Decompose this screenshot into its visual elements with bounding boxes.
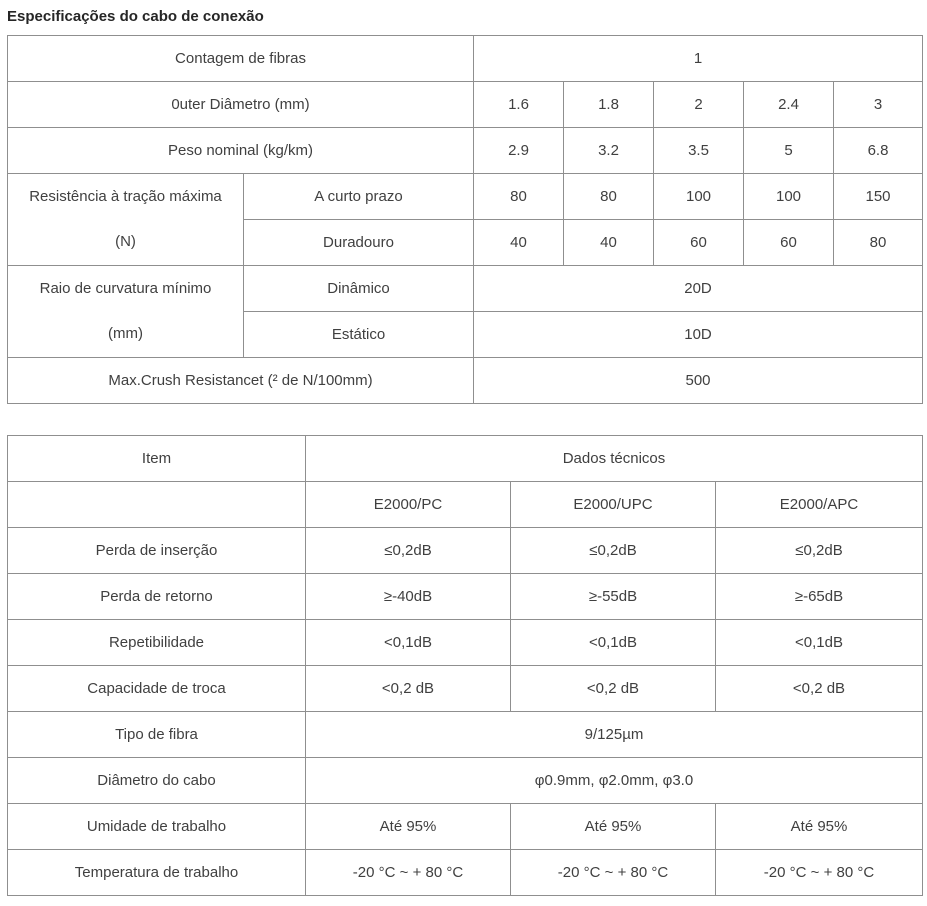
long-term-value: 40 bbox=[474, 220, 564, 266]
table-row bbox=[8, 482, 923, 528]
connector-type-header: E2000/APC bbox=[716, 482, 923, 528]
outer-diameter-label: 0uter Diâmetro (mm) bbox=[8, 82, 474, 128]
table-row bbox=[8, 358, 923, 404]
connector-type-header: E2000/UPC bbox=[511, 482, 716, 528]
min-bend-radius-label bbox=[8, 266, 244, 358]
return-loss-label: Perda de retorno bbox=[8, 574, 306, 620]
outer-diameter-value: 1.6 bbox=[474, 82, 564, 128]
table-row bbox=[8, 850, 923, 896]
table-row bbox=[8, 174, 923, 220]
insertion-loss-value: ≤0,2dB bbox=[306, 528, 511, 574]
long-term-value: 40 bbox=[564, 220, 654, 266]
working-humidity-label: Umidade de trabalho bbox=[8, 804, 306, 850]
repeatability-value: <0,1dB bbox=[716, 620, 923, 666]
nominal-weight-value: 2.9 bbox=[474, 128, 564, 174]
table-row bbox=[8, 620, 923, 666]
outer-diameter-value: 3 bbox=[834, 82, 923, 128]
table-row bbox=[8, 574, 923, 620]
page-container bbox=[7, 7, 922, 906]
static-label: Estático bbox=[244, 312, 474, 358]
fiber-count-value: 1 bbox=[474, 36, 923, 82]
short-term-value: 150 bbox=[834, 174, 923, 220]
short-term-value: 100 bbox=[744, 174, 834, 220]
return-loss-value: ≥-55dB bbox=[511, 574, 716, 620]
technical-data-table bbox=[7, 435, 923, 896]
repeatability-value: <0,1dB bbox=[511, 620, 716, 666]
table-row bbox=[8, 436, 923, 482]
fiber-type-label: Tipo de fibra bbox=[8, 712, 306, 758]
short-term-value: 100 bbox=[654, 174, 744, 220]
table-row bbox=[8, 266, 923, 312]
tech-data-header: Dados técnicos bbox=[306, 436, 923, 482]
insertion-loss-value: ≤0,2dB bbox=[716, 528, 923, 574]
fiber-count-label: Contagem de fibras bbox=[8, 36, 474, 82]
max-tensile-label-line1: Resistência à tração máxima bbox=[29, 187, 222, 205]
item-header: Item bbox=[8, 436, 306, 482]
table-row bbox=[8, 804, 923, 850]
outer-diameter-value: 2 bbox=[654, 82, 744, 128]
table-row bbox=[8, 36, 923, 82]
nominal-weight-value: 3.5 bbox=[654, 128, 744, 174]
connector-type-header: E2000/PC bbox=[306, 482, 511, 528]
working-temperature-value: -20 °C ~ + 80 °C bbox=[716, 850, 923, 896]
static-value: 10D bbox=[474, 312, 923, 358]
repeatability-value: <0,1dB bbox=[306, 620, 511, 666]
exchangeability-value: <0,2 dB bbox=[716, 666, 923, 712]
max-tensile-label bbox=[8, 174, 244, 266]
exchangeability-value: <0,2 dB bbox=[511, 666, 716, 712]
return-loss-value: ≥-40dB bbox=[306, 574, 511, 620]
insertion-loss-value: ≤0,2dB bbox=[511, 528, 716, 574]
min-bend-radius-label-line1: Raio de curvatura mínimo bbox=[39, 279, 212, 297]
nominal-weight-value: 5 bbox=[744, 128, 834, 174]
working-humidity-value: Até 95% bbox=[306, 804, 511, 850]
nominal-weight-value: 3.2 bbox=[564, 128, 654, 174]
nominal-weight-value: 6.8 bbox=[834, 128, 923, 174]
short-term-value: 80 bbox=[564, 174, 654, 220]
outer-diameter-value: 2.4 bbox=[744, 82, 834, 128]
exchangeability-value: <0,2 dB bbox=[306, 666, 511, 712]
table-row bbox=[8, 82, 923, 128]
working-temperature-label: Temperatura de trabalho bbox=[8, 850, 306, 896]
working-temperature-value: -20 °C ~ + 80 °C bbox=[511, 850, 716, 896]
cable-diameter-value: φ0.9mm, φ2.0mm, φ3.0 bbox=[306, 758, 923, 804]
cable-spec-table bbox=[7, 35, 923, 404]
cable-diameter-label: Diâmetro do cabo bbox=[8, 758, 306, 804]
insertion-loss-label: Perda de inserção bbox=[8, 528, 306, 574]
short-term-value: 80 bbox=[474, 174, 564, 220]
max-tensile-label-unit: (N) bbox=[115, 233, 136, 251]
long-term-value: 60 bbox=[744, 220, 834, 266]
short-term-label: A curto prazo bbox=[244, 174, 474, 220]
max-crush-label: Max.Crush Resistancet (² de N/100mm) bbox=[8, 358, 474, 404]
long-term-value: 60 bbox=[654, 220, 744, 266]
return-loss-value: ≥-65dB bbox=[716, 574, 923, 620]
dynamic-label: Dinâmico bbox=[244, 266, 474, 312]
repeatability-label: Repetibilidade bbox=[8, 620, 306, 666]
max-crush-value: 500 bbox=[474, 358, 923, 404]
min-bend-radius-label-unit: (mm) bbox=[108, 325, 143, 343]
table-row bbox=[8, 666, 923, 712]
nominal-weight-label: Peso nominal (kg/km) bbox=[8, 128, 474, 174]
table-row bbox=[8, 712, 923, 758]
working-temperature-value: -20 °C ~ + 80 °C bbox=[306, 850, 511, 896]
working-humidity-value: Até 95% bbox=[511, 804, 716, 850]
long-term-label: Duradouro bbox=[244, 220, 474, 266]
empty-cell bbox=[8, 482, 306, 528]
working-humidity-value: Até 95% bbox=[716, 804, 923, 850]
long-term-value: 80 bbox=[834, 220, 923, 266]
table-row bbox=[8, 528, 923, 574]
table-row bbox=[8, 758, 923, 804]
fiber-type-value: 9/125µm bbox=[306, 712, 923, 758]
outer-diameter-value: 1.8 bbox=[564, 82, 654, 128]
dynamic-value: 20D bbox=[474, 266, 923, 312]
page-title: Especificações do cabo de conexão bbox=[7, 8, 264, 25]
exchangeability-label: Capacidade de troca bbox=[8, 666, 306, 712]
table-row bbox=[8, 128, 923, 174]
